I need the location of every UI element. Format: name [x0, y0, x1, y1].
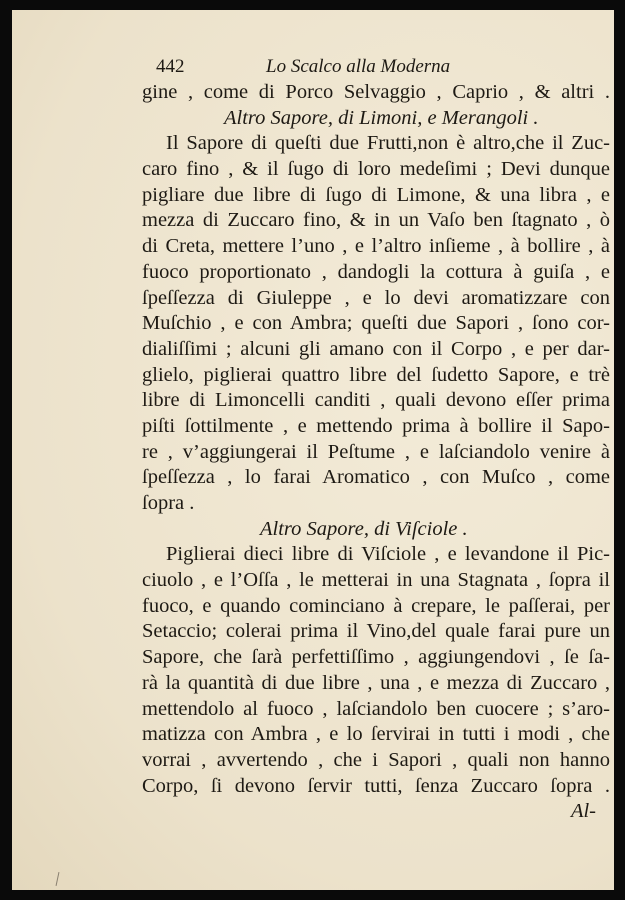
text-line: re , v’aggiungerai il Peſtume , e laſciandolo venire à — [142, 440, 610, 463]
text-line: libre di Limoncelli canditi , quali devono eſſer prima — [142, 389, 610, 412]
text-line: pigliare due libre di ſugo di Limone, & una libra , e — [142, 183, 610, 206]
text-line: Sapore, che ſarà perfettiſſimo , aggiungendovi , ſe ſa- — [142, 646, 610, 669]
text-line: glielo, piglierai quattro libre del ſudetto Sapore, e trè — [142, 363, 610, 386]
section-title: Altro Sapore, di Viſciole . — [260, 517, 468, 540]
text-line: ſpeſſezza di Giuleppe , e lo devi aromatizzare con — [142, 286, 610, 309]
running-header — [142, 54, 610, 80]
book-page — [12, 10, 614, 890]
text-line: fuoco proportionato , dandogli la cottura à guiſa , e — [142, 260, 610, 283]
page-number: 442 — [156, 56, 185, 77]
catchword: Al- — [570, 800, 596, 823]
text-line: matizza con Ambra , e lo ſervirai in tutti i modi , che — [142, 723, 610, 746]
text-line: Il Sapore di queſti due Frutti,non è altro,che il Zuc- — [166, 132, 610, 155]
text-line: gine , come di Porco Selvaggio , Caprio , & altri . — [142, 81, 610, 103]
text-line: mettendolo al fuoco , laſciandolo ben cuocere ; s’aro- — [142, 697, 610, 720]
section-body — [142, 542, 610, 799]
text-line: di Creta, mettere l’uno , e l’altro inſieme , à bollire , à — [142, 235, 610, 258]
section-body — [142, 131, 610, 516]
running-title: Lo Scalco alla Moderna — [266, 56, 451, 77]
text-line: Corpo, ſi devono ſervir tutti, ſenza Zuccaro ſopra . — [142, 774, 610, 797]
text-line: Setaccio; colerai prima il Vino,del quale farai pure un — [142, 620, 610, 643]
page-text — [142, 54, 610, 825]
text-line: ſpeſſezza , lo farai Aromatico , con Muſco , come — [142, 466, 610, 489]
text-line: ciuolo , e l’Oſſa , le metterai in una Stagnata , ſopra il — [142, 569, 610, 592]
text-line: Muſchio , e con Ambra; queſti due Sapori , ſono cor- — [142, 312, 610, 335]
section-title: Altro Sapore, di Limoni, e Merangoli . — [224, 106, 539, 129]
margin-mark — [56, 872, 60, 886]
text-line: rà la quantità di due libre , una , e mezza di Zuccaro , — [142, 671, 610, 694]
text-line: dialiſſimi ; alcuni gli amano con il Corpo , e per dar- — [142, 337, 610, 360]
text-line: fuoco, e quando cominciano à crepare, le paſſerai, per — [142, 594, 610, 617]
text-line: piſti ſottilmente , e mettendo prima à bollire il Sapo- — [142, 414, 610, 437]
text-line: caro fino , & il ſugo di loro medeſimi ; Devi dunque — [142, 158, 610, 181]
text-line: ſopra . — [142, 492, 195, 514]
text-line: vorrai , avvertendo , che i Sapori , quali non hanno — [142, 748, 610, 771]
text-line: mezza di Zuccaro fino, & in un Vaſo ben ſtagnato , ò — [142, 209, 610, 232]
text-line: Piglierai dieci libre di Viſciole , e levandone il Pic- — [166, 543, 610, 566]
